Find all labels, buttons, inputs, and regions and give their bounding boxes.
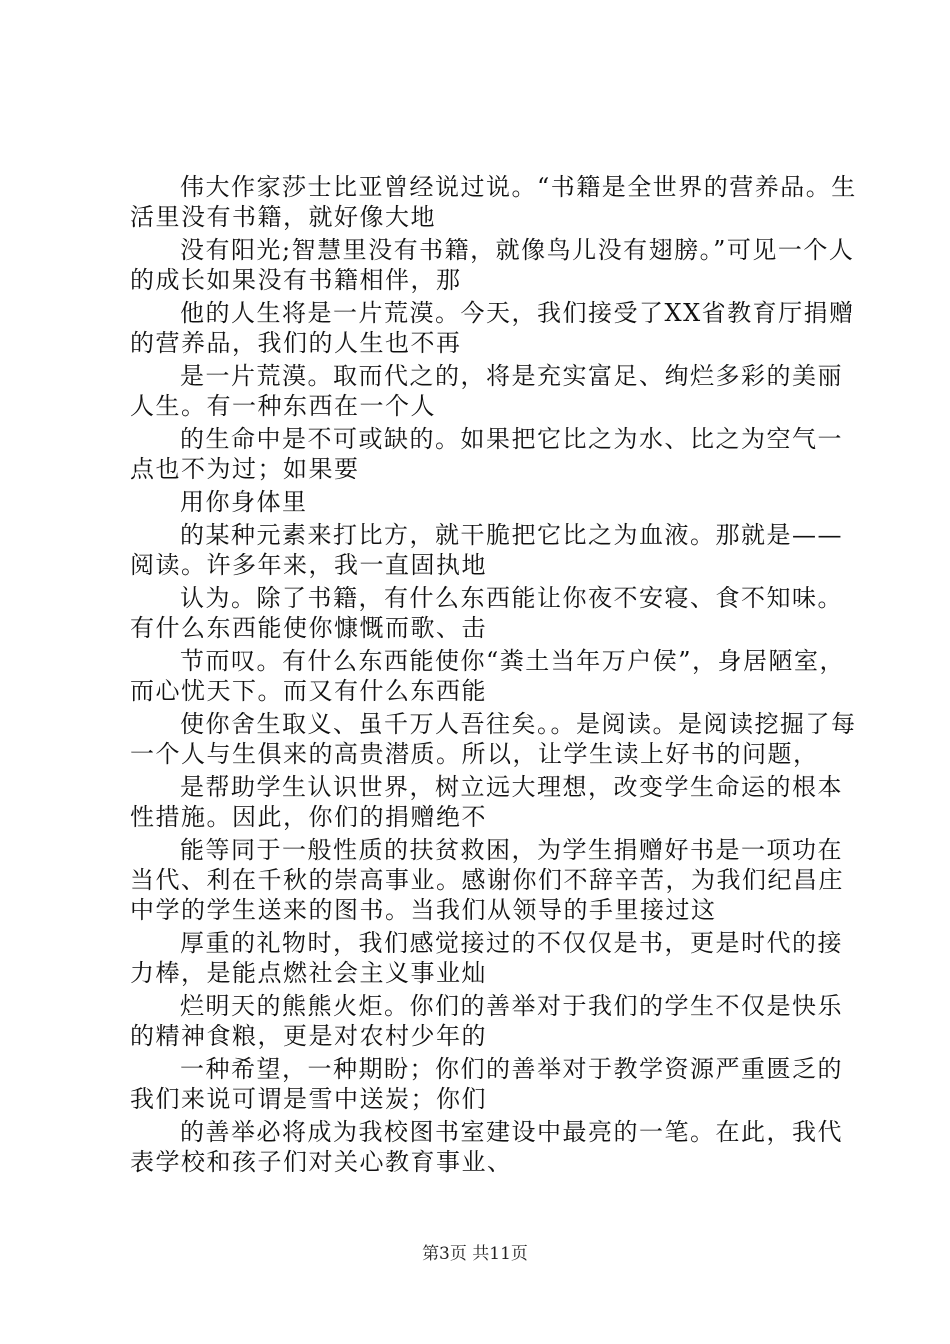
- paragraph: 的善举必将成为我校图书室建设中最亮的一笔。在此，我代表学校和孩子们对关心教育事业、: [130, 1118, 843, 1176]
- paragraph: 是一片荒漠。取而代之的，将是充实富足、绚烂多彩的美丽人生。有一种东西在一个人: [130, 362, 843, 420]
- paragraph: 一种希望，一种期盼；你们的善举对于教学资源严重匮乏的我们来说可谓是雪中送炭；你们: [130, 1055, 843, 1113]
- paragraph: 节而叹。有什么东西能使你“粪土当年万户侯”，身居陋室，而心忧天下。而又有什么东西能: [130, 647, 846, 705]
- paragraph: 使你舍生取义、虽千万人吾往矣。。是阅读。是阅读挖掘了每一个人与生俱来的高贵潜质。所以，让学生读上好书的问题，: [130, 710, 857, 768]
- paragraph: 没有阳光;智慧里没有书籍，就像鸟儿没有翅膀。”可见一个人的成长如果没有书籍相伴，那: [130, 236, 855, 294]
- paragraph: 的生命中是不可或缺的。如果把它比之为水、比之为空气一点也不为过；如果要: [130, 425, 843, 483]
- page-number-footer: 第3页 共11页: [422, 1244, 528, 1264]
- paragraph: 他的人生将是一片荒漠。今天，我们接受了XX省教育厅捐赠的营养品，我们的人生也不再: [130, 299, 855, 357]
- paragraph: 的某种元素来打比方，就干脆把它比之为血液。那就是——阅读。许多年来，我一直固执地: [130, 521, 843, 579]
- paragraph: 用你身体里: [180, 488, 308, 516]
- paragraph: 厚重的礼物时，我们感觉接过的不仅仅是书，更是时代的接力棒，是能点燃社会主义事业灿: [130, 929, 843, 987]
- paragraph: 烂明天的熊熊火炬。你们的善举对于我们的学生不仅是快乐的精神食粮，更是对农村少年的: [130, 992, 843, 1050]
- paragraph: 认为。除了书籍，有什么东西能让你夜不安寝、食不知味。有什么东西能使你慷慨而歌、击: [130, 584, 843, 642]
- document-body: [130, 172, 860, 1180]
- paragraph: 能等同于一般性质的扶贫救困，为学生捐赠好书是一项功在当代、利在千秋的崇高事业。感谢你们不辞辛苦，为我们纪昌庄中学的学生送来的图书。当我们从领导的手里接过这: [130, 836, 844, 924]
- paragraph: 伟大作家莎士比亚曾经说过说。“书籍是全世界的营养品。生活里没有书籍，就好像大地: [130, 173, 857, 231]
- paragraph: 是帮助学生认识世界，树立远大理想，改变学生命运的根本性措施。因此，你们的捐赠绝不: [130, 773, 843, 831]
